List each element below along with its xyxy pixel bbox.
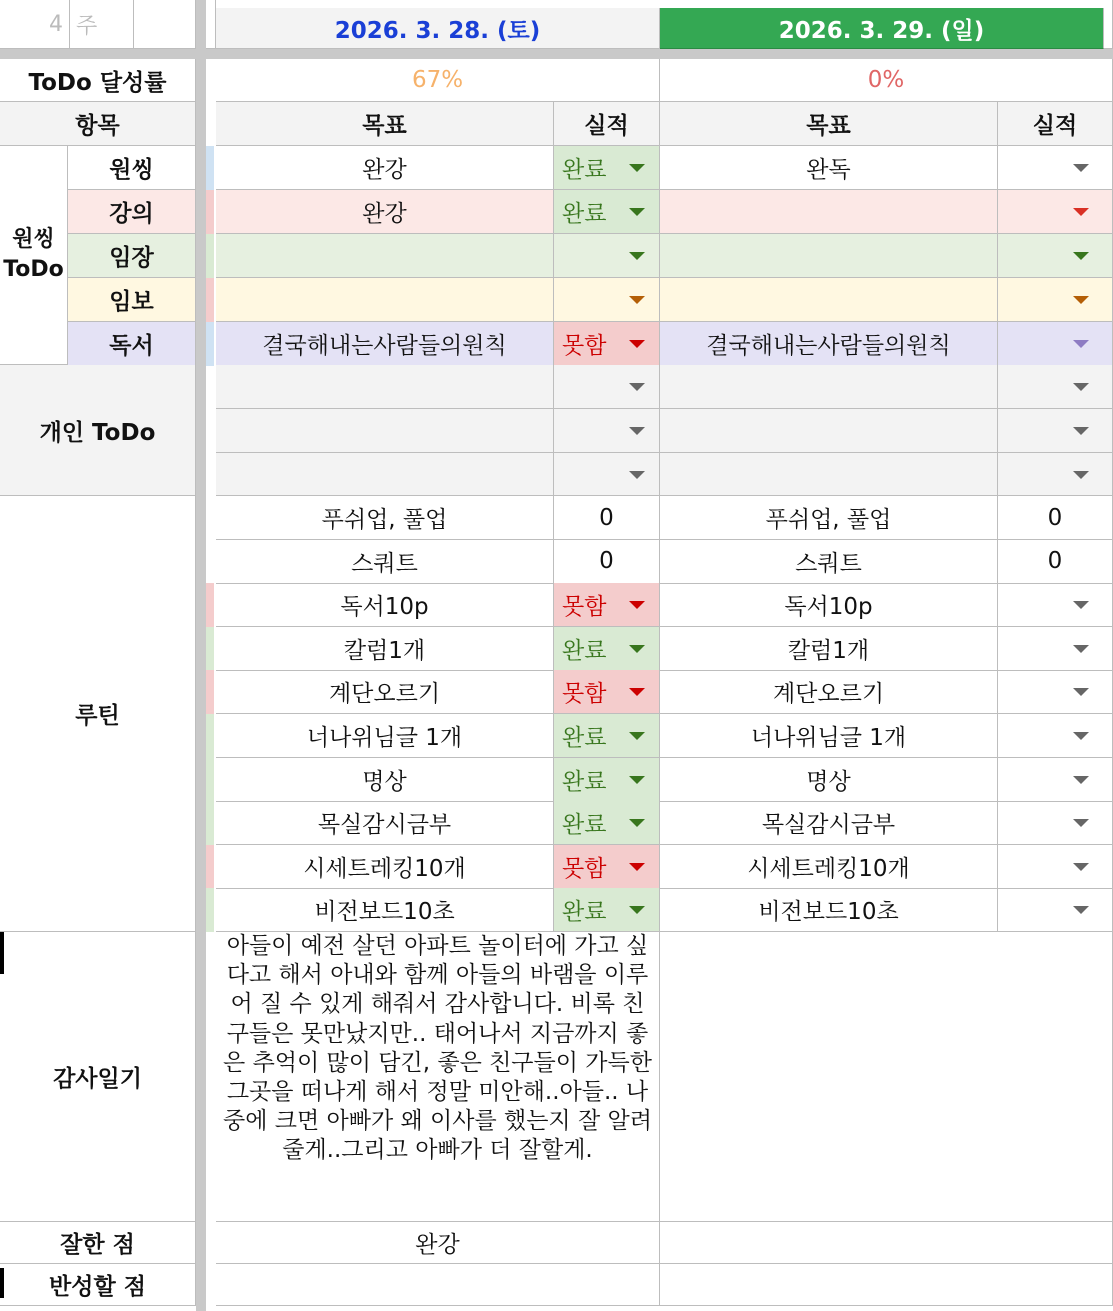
dropdown-arrow-icon[interactable] (629, 732, 645, 740)
frozen-column-divider[interactable] (196, 0, 206, 1311)
dropdown-arrow-icon[interactable] (629, 645, 645, 653)
wonsseing-result-day2[interactable] (998, 278, 1113, 322)
wonsseing-target-day2[interactable]: 결국해내는사람들의원칙 (660, 322, 998, 366)
dropdown-arrow-icon[interactable] (629, 208, 645, 216)
routine-target-day1[interactable]: 푸쉬업, 풀업 (216, 496, 554, 540)
todo-rate-label: ToDo 달성률 (0, 59, 196, 102)
routine-result-day1[interactable]: 못함 (554, 845, 660, 889)
routine-result-day2[interactable] (998, 714, 1113, 758)
routine-target-day2[interactable]: 비전보드10초 (660, 888, 998, 932)
routine-result-day1[interactable]: 완료 (554, 627, 660, 671)
personal-target-day2[interactable] (660, 365, 998, 409)
dropdown-arrow-icon[interactable] (1073, 471, 1089, 479)
target-header-day1: 목표 (216, 102, 554, 146)
item-header: 항목 (0, 102, 196, 146)
personal-target-day1[interactable] (216, 453, 554, 496)
reflect-day1[interactable] (216, 1264, 660, 1306)
gratitude-label: 감사일기 (0, 932, 196, 1222)
row-color-strip (206, 583, 214, 627)
routine-target-day2[interactable]: 푸쉬업, 풀업 (660, 496, 998, 540)
dropdown-arrow-icon[interactable] (1073, 252, 1089, 260)
row-marker (0, 932, 4, 974)
routine-result-day1[interactable]: 0 (554, 496, 660, 540)
routine-target-day2[interactable]: 시세트레킹10개 (660, 845, 998, 889)
wonsseing-result-day2[interactable] (998, 146, 1113, 190)
row-color-strip (206, 670, 214, 714)
personal-target-day1[interactable] (216, 409, 554, 453)
did-well-day1[interactable]: 완강 (216, 1222, 660, 1264)
did-well-day2[interactable] (660, 1222, 1113, 1264)
routine-result-day2[interactable] (998, 627, 1113, 671)
wonsseing-result-day1[interactable]: 완료 (554, 190, 660, 234)
personal-result-day2[interactable] (998, 409, 1113, 453)
routine-target-day2[interactable]: 칼럼1개 (660, 627, 998, 671)
dropdown-arrow-icon[interactable] (1073, 601, 1089, 609)
wonsseing-todo-group-label: 원씽 ToDo (0, 146, 68, 365)
routine-target-day1[interactable]: 너나위님글 1개 (216, 714, 554, 758)
dropdown-arrow-icon[interactable] (1073, 296, 1089, 304)
dropdown-arrow-icon[interactable] (1073, 164, 1089, 172)
week-number: 4 (0, 0, 70, 49)
dropdown-arrow-icon[interactable] (629, 776, 645, 784)
todo-rate-day1[interactable]: 67% (216, 59, 660, 102)
routine-result-day1[interactable]: 못함 (554, 670, 660, 714)
personal-target-day1[interactable] (216, 365, 554, 409)
wonsseing-target-day1[interactable]: 완강 (216, 190, 554, 234)
routine-target-day2[interactable]: 너나위님글 1개 (660, 714, 998, 758)
dropdown-arrow-icon[interactable] (629, 819, 645, 827)
week-unit: 주 (70, 0, 134, 49)
wonsseing-result-day1[interactable]: 못함 (554, 322, 660, 366)
row-color-strip (206, 714, 214, 758)
wonsseing-item-label[interactable]: 원씽 (68, 146, 196, 190)
target-header-day2: 목표 (660, 102, 998, 146)
wonsseing-target-day1[interactable] (216, 278, 554, 322)
routine-target-day1[interactable]: 계단오르기 (216, 670, 554, 714)
row-color-strip (206, 801, 214, 845)
routine-target-day1[interactable]: 비전보드10초 (216, 888, 554, 932)
reflect-day2[interactable] (660, 1264, 1113, 1306)
blank-header-cell[interactable] (206, 0, 216, 49)
wonsseing-target-day2[interactable] (660, 190, 998, 234)
dropdown-arrow-icon[interactable] (1073, 906, 1089, 914)
dropdown-arrow-icon[interactable] (629, 340, 645, 348)
wonsseing-target-day2[interactable] (660, 234, 998, 278)
wonsseing-target-day1[interactable]: 결국해내는사람들의원칙 (216, 322, 554, 366)
routine-target-day2[interactable]: 계단오르기 (660, 670, 998, 714)
gratitude-day2[interactable] (660, 932, 1113, 1222)
routine-result-day2[interactable]: 0 (998, 496, 1113, 540)
wonsseing-target-day2[interactable]: 완독 (660, 146, 998, 190)
routine-target-day1[interactable]: 목실감시금부 (216, 801, 554, 845)
personal-todo-label: 개인 ToDo (0, 365, 196, 496)
row-color-strip (206, 322, 214, 366)
wonsseing-result-day2[interactable] (998, 234, 1113, 278)
dropdown-arrow-icon[interactable] (1073, 645, 1089, 653)
routine-result-day1[interactable]: 완료 (554, 801, 660, 845)
dropdown-arrow-icon[interactable] (1073, 819, 1089, 827)
personal-result-day2[interactable] (998, 365, 1113, 409)
routine-target-day1[interactable]: 스쿼트 (216, 540, 554, 584)
dropdown-arrow-icon[interactable] (1073, 688, 1089, 696)
row-color-strip (206, 758, 214, 802)
row-color-strip (206, 190, 214, 234)
wonsseing-result-day1[interactable]: 완료 (554, 146, 660, 190)
routine-label: 루틴 (0, 496, 196, 932)
dropdown-arrow-icon[interactable] (1073, 383, 1089, 391)
dropdown-arrow-icon[interactable] (1073, 427, 1089, 435)
did-well-label: 잘한 점 (0, 1222, 196, 1264)
routine-target-day2[interactable]: 명상 (660, 758, 998, 802)
personal-target-day2[interactable] (660, 409, 998, 453)
personal-result-day2[interactable] (998, 453, 1113, 496)
routine-target-day1[interactable]: 시세트레킹10개 (216, 845, 554, 889)
routine-target-day2[interactable]: 스쿼트 (660, 540, 998, 584)
dropdown-arrow-icon[interactable] (629, 296, 645, 304)
routine-target-day1[interactable]: 독서10p (216, 583, 554, 627)
wonsseing-item-label[interactable]: 강의 (68, 190, 196, 234)
routine-result-day2[interactable] (998, 758, 1113, 802)
result-header-day1: 실적 (554, 102, 660, 146)
row-color-strip (206, 234, 214, 278)
personal-target-day2[interactable] (660, 453, 998, 496)
date-header-day1[interactable]: 2026. 3. 28. (토) (216, 8, 660, 49)
gratitude-day1[interactable]: 아들이 예전 살던 아파트 놀이터에 가고 싶다고 해서 아내와 함께 아들의 바램을 이루어 질 수 있게 해줘서 감사합니다. 비록 친구들은 못만났지만.. 태어나서 지금까지 좋은 추억이 많이 담긴, 좋은 친구들이 가득한 그곳을 떠나게 해서 정말 미안해..아들.. 나중에 크면 아빠가 왜 이사를 했는지 잘 알려줄게..그리고 아빠가 더 잘할게. (216, 932, 660, 1222)
routine-result-day1[interactable]: 완료 (554, 888, 660, 932)
dropdown-arrow-icon[interactable] (629, 863, 645, 871)
routine-result-day2[interactable] (998, 845, 1113, 889)
routine-result-day1[interactable]: 완료 (554, 758, 660, 802)
row-color-strip (206, 888, 214, 932)
wonsseing-item-label[interactable]: 임장 (68, 234, 196, 278)
wonsseing-target-day2[interactable] (660, 278, 998, 322)
date-header-day2[interactable]: 2026. 3. 29. (일) (660, 8, 1104, 49)
routine-result-day1[interactable]: 0 (554, 540, 660, 584)
dropdown-arrow-icon[interactable] (629, 688, 645, 696)
dropdown-arrow-icon[interactable] (629, 427, 645, 435)
wonsseing-result-day2[interactable] (998, 190, 1113, 234)
frozen-row-divider[interactable] (0, 49, 1113, 59)
wonsseing-target-day1[interactable] (216, 234, 554, 278)
blank-header-cell[interactable] (134, 0, 196, 49)
dropdown-arrow-icon[interactable] (629, 383, 645, 391)
wonsseing-item-label[interactable]: 임보 (68, 278, 196, 322)
row-marker (0, 1268, 4, 1298)
result-header-day2: 실적 (998, 102, 1113, 146)
routine-result-day1[interactable]: 못함 (554, 583, 660, 627)
blank-header-cell[interactable] (1104, 0, 1113, 49)
routine-result-day2[interactable] (998, 583, 1113, 627)
routine-target-day2[interactable]: 목실감시금부 (660, 801, 998, 845)
todo-rate-day2[interactable]: 0% (660, 59, 1113, 102)
reflect-label: 반성할 점 (0, 1264, 196, 1306)
routine-result-day2[interactable] (998, 888, 1113, 932)
dropdown-arrow-icon[interactable] (1073, 340, 1089, 348)
wonsseing-target-day1[interactable]: 완강 (216, 146, 554, 190)
row-color-strip (206, 845, 214, 889)
dropdown-arrow-icon[interactable] (629, 164, 645, 172)
routine-result-day1[interactable]: 완료 (554, 714, 660, 758)
dropdown-arrow-icon[interactable] (629, 906, 645, 914)
routine-target-day1[interactable]: 명상 (216, 758, 554, 802)
dropdown-arrow-icon[interactable] (629, 601, 645, 609)
routine-result-day2[interactable] (998, 801, 1113, 845)
row-color-strip (206, 146, 214, 190)
row-color-strip (206, 278, 214, 322)
wonsseing-result-day2[interactable] (998, 322, 1113, 366)
routine-target-day1[interactable]: 칼럼1개 (216, 627, 554, 671)
dropdown-arrow-icon[interactable] (629, 471, 645, 479)
row-color-strip (206, 627, 214, 671)
routine-result-day2[interactable]: 0 (998, 540, 1113, 584)
dropdown-arrow-icon[interactable] (1073, 863, 1089, 871)
dropdown-arrow-icon[interactable] (629, 252, 645, 260)
routine-result-day2[interactable] (998, 670, 1113, 714)
dropdown-arrow-icon[interactable] (1073, 776, 1089, 784)
dropdown-arrow-icon[interactable] (1073, 208, 1089, 216)
routine-target-day2[interactable]: 독서10p (660, 583, 998, 627)
dropdown-arrow-icon[interactable] (1073, 732, 1089, 740)
wonsseing-item-label[interactable]: 독서 (68, 322, 196, 366)
